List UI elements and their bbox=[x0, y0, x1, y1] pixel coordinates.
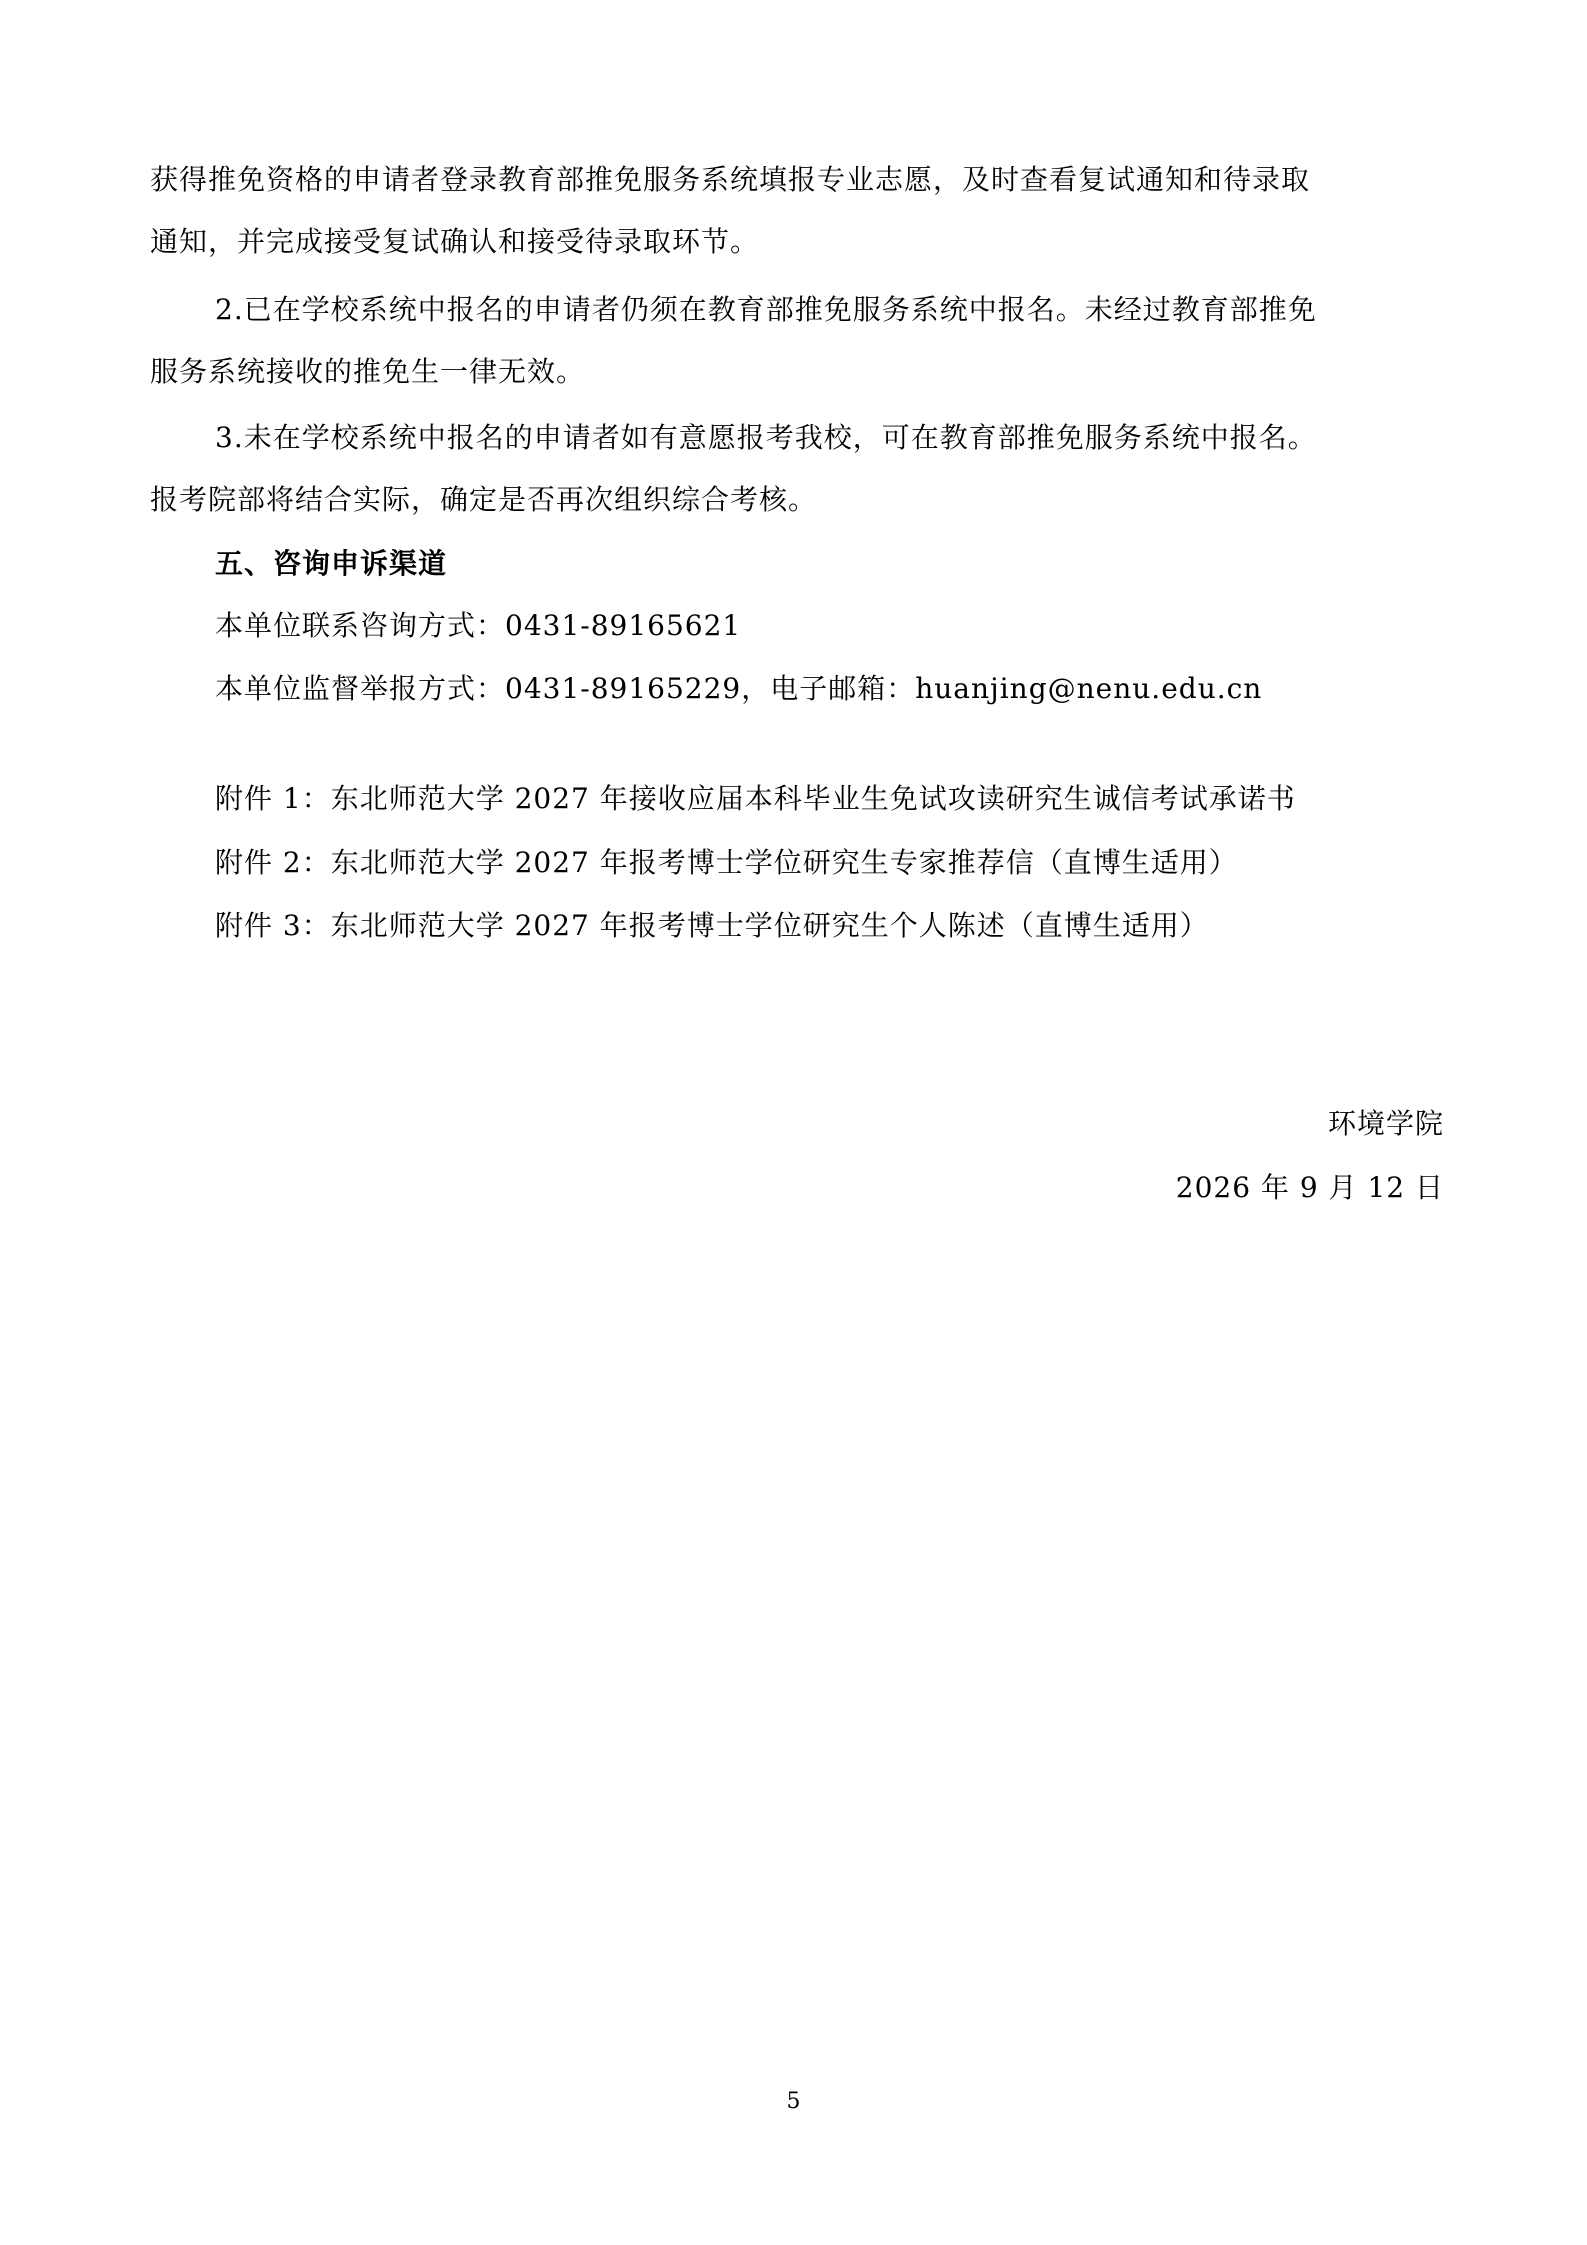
paragraph-3-line-1: 3.未在学校系统中报名的申请者如有意愿报考我校，可在教育部推免服务系统中报名。 bbox=[215, 421, 1317, 454]
contact-supervise: 本单位监督举报方式：0431-89165229，电子邮箱：huanjing@nenu.edu.cn bbox=[215, 672, 1263, 705]
paragraph-2-line-1: 2.已在学校系统中报名的申请者仍须在教育部推免服务系统中报名。未经过教育部推免 bbox=[215, 293, 1317, 326]
signature-date: 2026 年 9 月 12 日 bbox=[1175, 1171, 1444, 1204]
paragraph-1-line-2: 通知，并完成接受复试确认和接受待录取环节。 bbox=[150, 225, 760, 258]
contact-consult: 本单位联系咨询方式：0431-89165621 bbox=[215, 609, 742, 642]
paragraph-2-line-2: 服务系统接收的推免生一律无效。 bbox=[150, 355, 586, 388]
signature-org: 环境学院 bbox=[1327, 1107, 1444, 1140]
page-number: 5 bbox=[786, 2089, 801, 2114]
attachment-3: 附件 3：东北师范大学 2027 年报考博士学位研究生个人陈述（直博生适用） bbox=[215, 909, 1209, 942]
paragraph-1-line-1: 获得推免资格的申请者登录教育部推免服务系统填报专业志愿，及时查看复试通知和待录取 bbox=[150, 163, 1311, 196]
paragraph-3-line-2: 报考院部将结合实际，确定是否再次组织综合考核。 bbox=[150, 483, 818, 516]
section-heading-consultation: 五、咨询申诉渠道 bbox=[215, 547, 448, 580]
attachment-2: 附件 2：东北师范大学 2027 年报考博士学位研究生专家推荐信（直博生适用） bbox=[215, 846, 1238, 879]
attachment-1: 附件 1：东北师范大学 2027 年接收应届本科毕业生免试攻读研究生诚信考试承诺书 bbox=[215, 782, 1296, 815]
